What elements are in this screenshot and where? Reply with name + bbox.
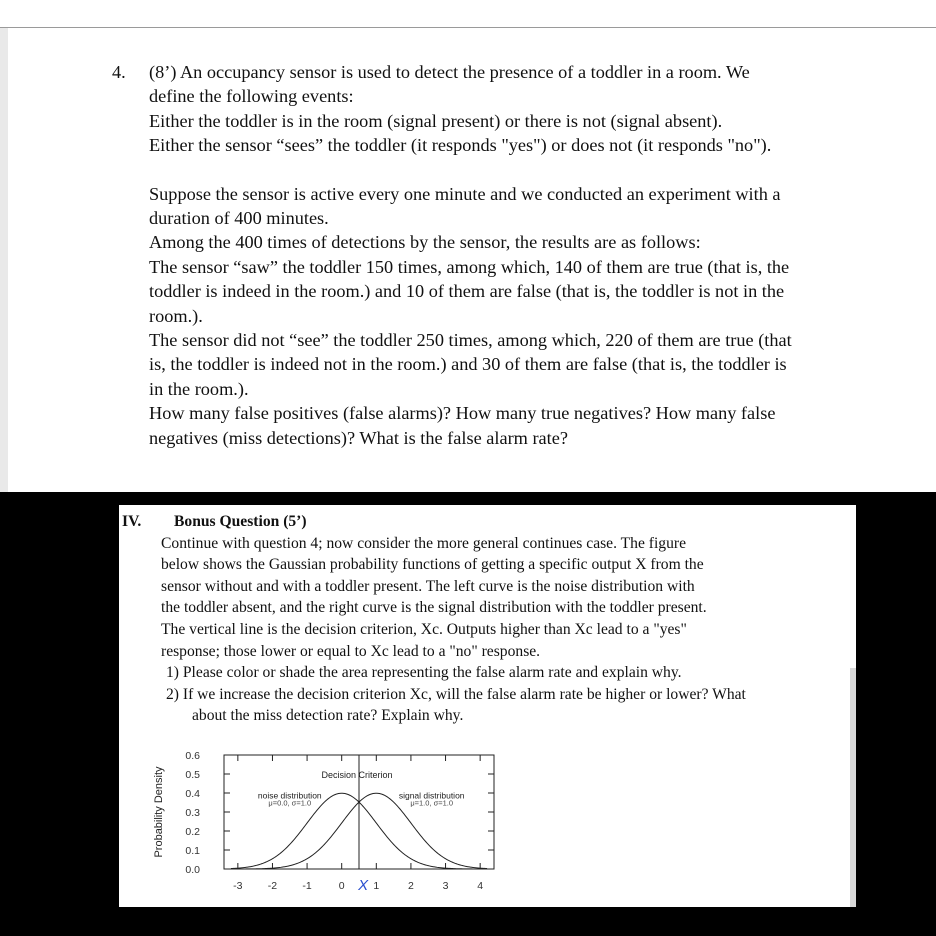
x-tick-label: 3 <box>442 880 449 892</box>
noise-legend: noise distribution <box>257 790 322 801</box>
bonus-question <box>122 511 772 727</box>
text-line: The vertical line is the decision criterion, Xc. Outputs higher than Xc lead to a "yes" <box>161 620 687 638</box>
page-top-divider <box>0 27 936 28</box>
text-line: negatives (miss detections)? What is the false alarm rate? <box>149 427 568 448</box>
chart-svg <box>140 745 500 905</box>
text-line: Continue with question 4; now consider the more general continues case. The figure <box>161 534 686 552</box>
text-line: response; those lower or equal to Xc lead to a "no" response. <box>161 642 541 660</box>
x-tick-label: -3 <box>233 880 243 892</box>
signal-params: μ=1.0, σ=1.0 <box>410 798 454 808</box>
bonus-item-1: 1) Please color or shade the area representing the false alarm rate and explain why. <box>166 664 682 682</box>
text-line: How many false positives (false alarms)? How many true negatives? How many false <box>149 403 776 424</box>
bonus-title <box>122 511 772 533</box>
y-tick-label: 0.2 <box>185 826 200 838</box>
x-tick-label: 4 <box>477 880 484 892</box>
text-line: duration of 400 minutes. <box>149 208 329 229</box>
gaussian-chart <box>140 745 500 905</box>
bonus-item-2: 2) If we increase the decision criterion Xc, will the false alarm rate be higher or lower? What about the miss detection rate? Explain why. <box>166 685 746 725</box>
text-line: is, the toddler is indeed not in the room.) and 30 of them are false (that is, the toddler is <box>149 354 787 375</box>
text-line: room.). <box>149 305 203 326</box>
text-line: (8’) An occupancy sensor is used to detect the presence of a toddler in a room. We <box>149 62 750 82</box>
question-4-body <box>149 60 842 450</box>
text-line: The sensor “saw” the toddler 150 times, among which, 140 of them are true (that is, the <box>149 256 790 277</box>
text-line: the toddler absent, and the right curve is the signal distribution with the toddler present. <box>161 599 707 617</box>
text-line: The sensor did not “see” the toddler 250 times, among which, 220 of them are true (that <box>149 330 792 351</box>
question-number: 4. <box>112 62 126 82</box>
text-line: sensor without and with a toddler present. The left curve is the noise distribution with <box>161 577 695 595</box>
x-tick-label: 0 <box>338 880 345 892</box>
y-axis-label: Probability Density <box>153 766 165 858</box>
x-tick-label: -2 <box>267 880 278 892</box>
signal-legend: signal distribution <box>398 790 465 801</box>
y-tick-label: 0.4 <box>185 788 200 800</box>
text-line: Among the 400 times of detections by the sensor, the results are as follows: <box>149 232 701 253</box>
decision-criterion-label: Decision Criterion <box>321 770 393 780</box>
panel-scroll-edge <box>850 668 856 907</box>
y-tick-label: 0.0 <box>185 864 200 876</box>
y-tick-label: 0.6 <box>185 750 200 762</box>
text-line: Suppose the sensor is active every one minute and we conducted an experiment with a <box>149 183 781 204</box>
text-line: Either the sensor “sees” the toddler (it responds "yes") or does not (it responds "no"). <box>149 135 772 156</box>
text-line: define the following events: <box>149 86 354 107</box>
y-tick-label: 0.3 <box>185 807 200 819</box>
handwritten-x-annotation: X <box>358 877 369 894</box>
text-line: Either the toddler is in the room (signal present) or there is not (signal absent). <box>149 110 723 131</box>
noise-params: μ=0.0, σ=1.0 <box>268 798 312 808</box>
bottom-bar <box>0 907 936 936</box>
bonus-heading: Bonus Question (5’) <box>174 513 307 530</box>
page-left-margin <box>0 28 8 493</box>
bonus-paragraph <box>161 533 765 663</box>
y-tick-label: 0.5 <box>185 769 200 781</box>
question-4 <box>112 60 842 450</box>
text-line: toddler is indeed in the room.) and 10 of them are false (that is, the toddler is not in the <box>149 281 785 302</box>
x-tick-label: 2 <box>408 880 414 892</box>
x-tick-label: 1 <box>373 880 380 892</box>
y-tick-label: 0.1 <box>185 845 200 857</box>
text-line: below shows the Gaussian probability functions of getting a specific output X from the <box>161 556 704 574</box>
x-tick-label: -1 <box>302 880 312 892</box>
text-line: in the room.). <box>149 378 249 399</box>
bonus-roman-numeral: IV. <box>122 513 142 530</box>
